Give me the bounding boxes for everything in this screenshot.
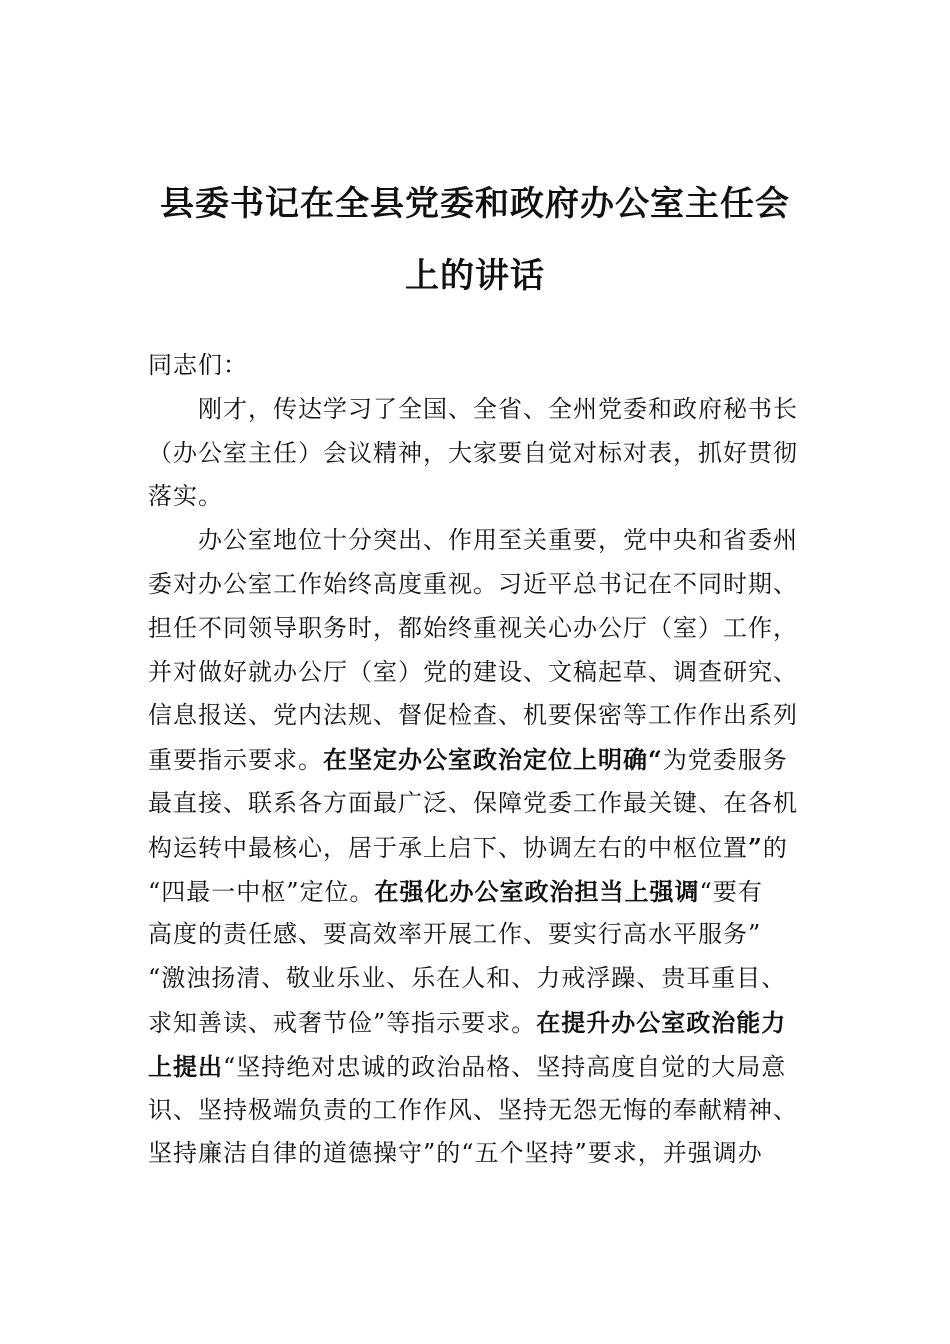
text-line: [148, 563, 813, 607]
text-line: [148, 432, 813, 476]
text-line: [148, 738, 813, 782]
text-segment: 落实。: [148, 482, 223, 511]
bold-text-segment: 在提升办公室政治能力: [536, 1007, 787, 1037]
text-segment: 高度的责任感、要高效率开展工作、要实行高水平服务”: [148, 920, 762, 949]
text-segment: 办公室地位十分突出、作用至关重要，党中央和省委州: [198, 526, 798, 555]
text-segment: 最直接、联系各方面最广泛、保障党委工作最关键、在各机: [148, 788, 798, 817]
text-line: [148, 826, 813, 870]
text-line: [148, 1132, 813, 1176]
text-segment: “四最一中枢”定位。: [148, 877, 375, 906]
text-line: [148, 1001, 813, 1045]
document-body: [148, 344, 813, 1176]
text-segment: 同志们：: [148, 351, 248, 379]
text-line: [148, 694, 813, 738]
text-line: [148, 1045, 813, 1089]
text-segment: 为党委服务: [662, 746, 788, 775]
text-line: [148, 913, 813, 957]
text-line: [148, 651, 813, 695]
text-segment: 坚持廉洁自律的道德操守”的“五个坚持”要求，并强调办: [148, 1139, 763, 1168]
text-segment: “坚持绝对忠诚的政治品格、坚持高度自觉的大局意: [223, 1052, 787, 1081]
text-line: [148, 607, 813, 651]
text-segment: 的: [762, 833, 788, 862]
text-segment: 重要指示要求。: [148, 746, 323, 775]
bold-text-segment: 上提出: [148, 1051, 223, 1081]
text-segment: 刚才，传达学习了全国、全省、全州党委和政府秘书长: [198, 394, 798, 423]
text-line: [148, 957, 813, 1001]
text-line: [148, 475, 813, 519]
text-segment: “要有: [699, 877, 763, 906]
text-segment: 担任不同领导职务时，都始终重视关心办公厅（室）工作，: [148, 613, 798, 642]
bold-text-segment: 在坚定办公室政治定位上明确“: [323, 745, 663, 775]
document-title-line-2: 上的讲话: [405, 256, 545, 296]
text-line: [148, 870, 813, 914]
bold-text-segment: ”: [748, 832, 763, 862]
text-segment: 信息报送、党内法规、督促检查、机要保密等工作作出系列: [148, 701, 798, 730]
text-segment: 并对做好就办公厅（室）党的建设、文稿起草、调查研究、: [148, 657, 798, 686]
text-segment: “激浊扬清、敬业乐业、乐在人和、力戒浮躁、贵耳重目、: [148, 964, 787, 993]
text-line: [148, 1089, 813, 1133]
text-segment: 构运转中最核心，居于承上启下、协调左右的中枢位置: [148, 833, 748, 862]
text-line: [148, 388, 813, 432]
text-segment: （办公室主任）会议精神，大家要自觉对标对表，抓好贯彻: [148, 438, 798, 467]
text-line: [148, 344, 813, 388]
text-line: [148, 782, 813, 826]
text-segment: 求知善读、戒奢节俭”等指示要求。: [148, 1008, 537, 1037]
bold-text-segment: 在强化办公室政治担当上强调: [374, 876, 700, 906]
text-segment: 识、坚持极端负责的工作作风、坚持无怨无悔的奉献精神、: [148, 1095, 798, 1124]
document-title-line-1: 县委书记在全县党委和政府办公室主任会: [160, 184, 790, 224]
text-segment: 委对办公室工作始终高度重视。习近平总书记在不同时期、: [148, 569, 798, 598]
text-line: [148, 519, 813, 563]
